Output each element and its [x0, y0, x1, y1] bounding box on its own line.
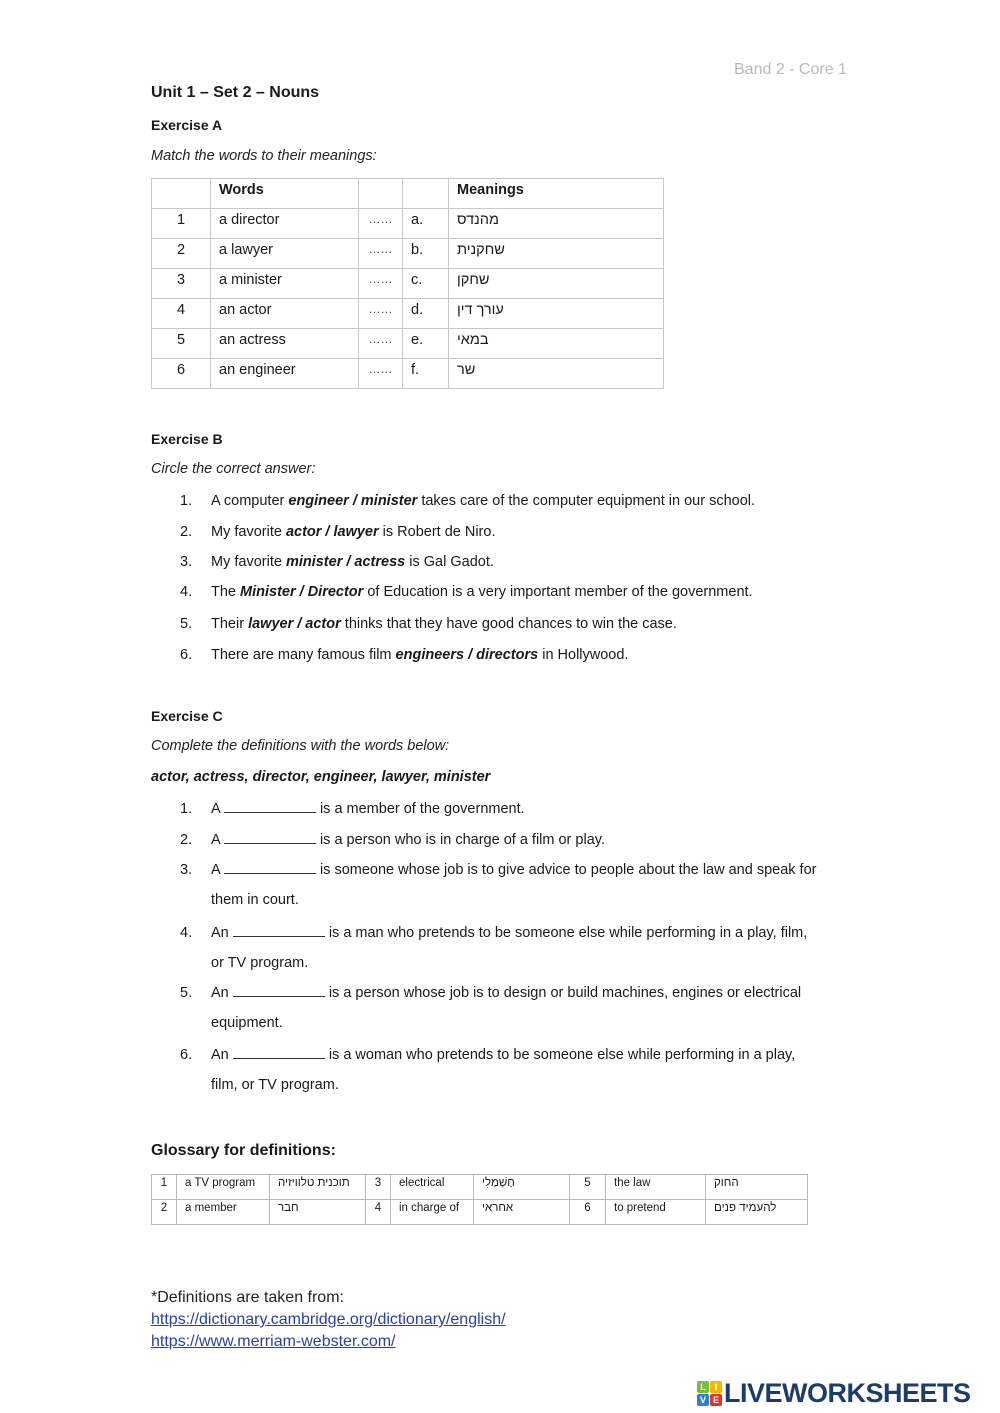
glossary-translation: להעמיד פנים [714, 1202, 777, 1214]
item-continuation: them in court. [211, 892, 299, 908]
row-letter: d. [403, 299, 449, 329]
item-article: An [211, 985, 229, 1001]
row-letter: f. [403, 359, 449, 389]
glossary-term: the law [606, 1175, 706, 1200]
item-number: 1. [180, 801, 193, 817]
item-text: is a member of the government. [319, 801, 525, 817]
band-label: Band 2 - Core 1 [734, 61, 847, 78]
glossary-term: a TV program [177, 1175, 270, 1200]
answer-blank[interactable]: …… [359, 359, 403, 389]
logo-text: LIVEWORKSHEETS [724, 1377, 971, 1408]
list-item [180, 861, 816, 878]
fill-in-blank[interactable] [224, 800, 316, 813]
table-row [152, 239, 664, 269]
answer-blank[interactable]: …… [359, 329, 403, 359]
item-article: A [211, 862, 220, 878]
word-bank: actor, actress, director, engineer, lawyer, minister [151, 769, 491, 785]
list-item [180, 584, 753, 600]
exercise-b-instruction: Circle the correct answer: [151, 461, 316, 477]
table-header-row [152, 179, 664, 209]
table-row [152, 209, 664, 239]
list-item [180, 524, 495, 540]
answer-blank[interactable]: …… [359, 209, 403, 239]
item-text: in Hollywood. [538, 647, 629, 663]
item-article: A [211, 832, 220, 848]
answer-choice[interactable]: engineers / directors [395, 647, 539, 663]
row-word: a minister [211, 269, 359, 299]
item-continuation: equipment. [211, 1015, 283, 1031]
answer-blank[interactable]: …… [359, 239, 403, 269]
item-text: The [211, 584, 241, 600]
header-cell-letter [403, 179, 449, 209]
row-meaning: מהנדס [457, 212, 499, 228]
row-letter: b. [403, 239, 449, 269]
item-number: 5. [180, 616, 193, 632]
glossary-num: 1 [152, 1175, 177, 1200]
exercise-a-instruction: Match the words to their meanings: [151, 148, 377, 164]
item-number: 4. [180, 925, 193, 941]
item-number: 3. [180, 862, 193, 878]
logo-square-e: E [710, 1394, 722, 1406]
logo-square-v: V [697, 1394, 709, 1406]
item-text: A computer [211, 493, 289, 509]
item-text: Their [211, 616, 249, 632]
glossary-table [151, 1174, 808, 1225]
item-text: is a person whose job is to design or build machines, engines or electrical [328, 985, 802, 1001]
item-number: 2. [180, 832, 193, 848]
answer-choice[interactable]: actor / lawyer [285, 524, 379, 540]
table-row [152, 359, 664, 389]
glossary-translation: תוכנית טלוויזיה [278, 1177, 350, 1189]
list-item [180, 800, 525, 817]
list-item [180, 984, 801, 1001]
row-meaning: עורך דין [457, 302, 504, 318]
item-text: takes care of the computer equipment in our school. [417, 493, 756, 509]
row-letter: c. [403, 269, 449, 299]
item-text: My favorite [211, 524, 286, 540]
row-word: a director [211, 209, 359, 239]
header-cell-answer [359, 179, 403, 209]
item-text: is a person who is in charge of a film or play. [319, 832, 605, 848]
item-article: An [211, 925, 229, 941]
row-word: an actor [211, 299, 359, 329]
glossary-translation: אחראי [482, 1202, 514, 1214]
header-cell-num [152, 179, 211, 209]
glossary-row [152, 1200, 808, 1225]
list-item [180, 1046, 795, 1063]
glossary-num: 4 [366, 1200, 391, 1225]
item-number: 2. [180, 524, 193, 540]
table-row [152, 329, 664, 359]
item-continuation: or TV program. [211, 955, 309, 971]
exercise-c-instruction: Complete the definitions with the words below: [151, 738, 450, 754]
answer-choice[interactable]: lawyer / actor [248, 616, 341, 632]
row-meaning: שר [457, 362, 476, 378]
row-number: 5 [152, 329, 211, 359]
fill-in-blank[interactable] [233, 1046, 325, 1059]
item-article: An [211, 1047, 229, 1063]
item-number: 4. [180, 584, 193, 600]
glossary-term: a member [177, 1200, 270, 1225]
row-word: an actress [211, 329, 359, 359]
row-meaning: במאי [457, 332, 489, 348]
row-word: a lawyer [211, 239, 359, 269]
cambridge-dictionary-link[interactable]: https://dictionary.cambridge.org/dictionary/english/ [151, 1311, 506, 1328]
logo-square-l: L [697, 1381, 709, 1393]
row-letter: e. [403, 329, 449, 359]
glossary-title: Glossary for definitions: [151, 1142, 336, 1159]
glossary-term: in charge of [391, 1200, 474, 1225]
merriam-webster-link[interactable]: https://www.merriam-webster.com/ [151, 1333, 396, 1350]
logo-icon [697, 1381, 722, 1406]
item-number: 3. [180, 554, 193, 570]
fill-in-blank[interactable] [233, 924, 325, 937]
table-row [152, 299, 664, 329]
answer-choice[interactable]: engineer / minister [288, 493, 418, 509]
item-number: 6. [180, 647, 193, 663]
item-number: 5. [180, 985, 193, 1001]
item-number: 1. [180, 493, 193, 509]
glossary-num: 5 [570, 1175, 606, 1200]
row-number: 3 [152, 269, 211, 299]
row-meaning: שחקנית [457, 242, 505, 258]
glossary-translation: חַשְׁמַלִי [482, 1177, 515, 1189]
item-continuation: film, or TV program. [211, 1077, 339, 1093]
page-title: Unit 1 – Set 2 – Nouns [151, 84, 320, 101]
list-item [180, 924, 807, 941]
exercise-a-heading: Exercise A [151, 117, 223, 133]
item-article: A [211, 801, 220, 817]
item-text: is someone whose job is to give advice to people about the law and speak for [319, 862, 817, 878]
glossary-num: 2 [152, 1200, 177, 1225]
table-row [152, 269, 664, 299]
list-item [180, 493, 755, 509]
fill-in-blank[interactable] [224, 861, 316, 874]
item-text: thinks that they have good chances to win the case. [340, 616, 677, 632]
item-text: is Robert de Niro. [378, 524, 496, 540]
matching-table [151, 178, 664, 389]
sources-note: *Definitions are taken from: [151, 1289, 344, 1306]
row-number: 4 [152, 299, 211, 329]
item-text: of Education is a very important member of the government. [363, 584, 753, 600]
liveworksheets-logo [697, 1378, 971, 1408]
glossary-num: 6 [570, 1200, 606, 1225]
glossary-term: electrical [391, 1175, 474, 1200]
glossary-term: to pretend [606, 1200, 706, 1225]
glossary-translation: חבר [278, 1202, 299, 1214]
item-text: My favorite [211, 554, 286, 570]
row-letter: a. [403, 209, 449, 239]
list-item [180, 831, 605, 848]
row-meaning: שחקן [457, 272, 490, 288]
glossary-row [152, 1175, 808, 1200]
answer-blank[interactable]: …… [359, 299, 403, 329]
list-item [180, 616, 677, 632]
exercise-c-heading: Exercise C [151, 708, 223, 724]
item-text: is a woman who pretends to be someone else while performing in a play, [328, 1047, 796, 1063]
list-item [180, 647, 628, 663]
row-number: 2 [152, 239, 211, 269]
header-cell-meanings: Meanings [449, 179, 664, 209]
item-text: is Gal Gadot. [405, 554, 494, 570]
exercise-b-heading: Exercise B [151, 431, 223, 447]
row-number: 1 [152, 209, 211, 239]
fill-in-blank[interactable] [233, 984, 325, 997]
answer-blank[interactable]: …… [359, 269, 403, 299]
item-number: 6. [180, 1047, 193, 1063]
logo-square-i: I [710, 1381, 722, 1393]
answer-choice[interactable]: Minister / Director [240, 584, 364, 600]
list-item [180, 554, 494, 570]
header-cell-words: Words [211, 179, 359, 209]
fill-in-blank[interactable] [224, 831, 316, 844]
glossary-translation: החוק [714, 1177, 739, 1189]
glossary-num: 3 [366, 1175, 391, 1200]
row-number: 6 [152, 359, 211, 389]
item-text: is a man who pretends to be someone else while performing in a play, film, [328, 925, 808, 941]
item-text: There are many famous film [211, 647, 396, 663]
row-word: an engineer [211, 359, 359, 389]
answer-choice[interactable]: minister / actress [285, 554, 406, 570]
